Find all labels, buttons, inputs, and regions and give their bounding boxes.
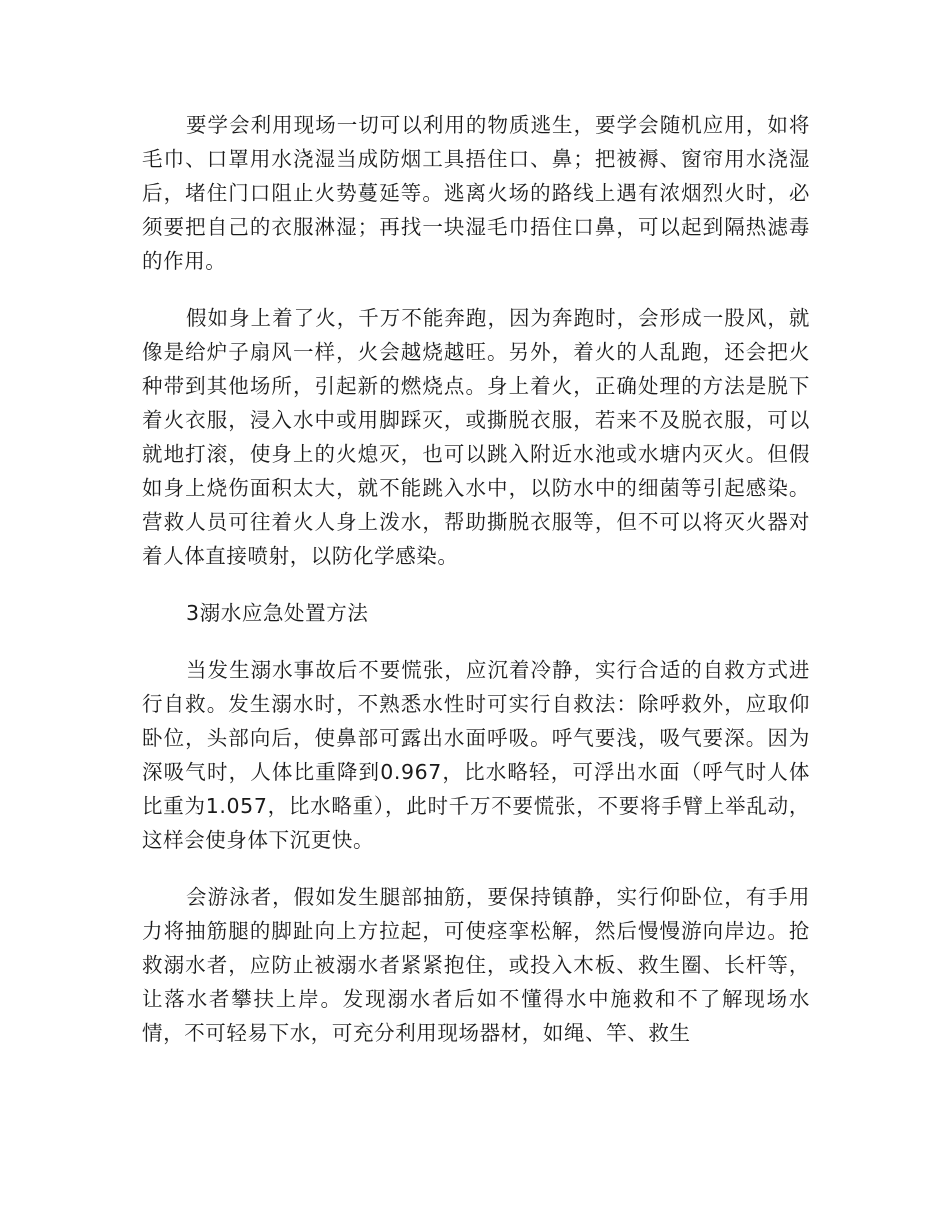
paragraph-drowning-self-rescue: 当发生溺水事故后不要慌张，应沉着冷静，实行合适的自救方式进行自救。发生溺水时，不熟悉水性时可实行自救法：除呼救外，应取仰卧位，头部向后，使鼻部可露出水面呼吸。呼气要浅，吸气要深。因为深吸气时，人体比重降到0.967，比水略轻，可浮出水面（呼气时人体比重为1.057，比水略重），此时千万不要慌张，不要将手臂上举乱动，这样会使身体下沉更快。	[142, 658, 810, 852]
paragraph-swimmer-cramp-rescue: 会游泳者，假如发生腿部抽筋，要保持镇静，实行仰卧位，有手用力将抽筋腿的脚趾向上方拉起，可使痉挛松解，然后慢慢游向岸边。抢救溺水者，应防止被溺水者紧紧抱住，或投入木板、救生圈、长杆等，让落水者攀扶上岸。发现溺水者后如不懂得水中施救和不了解现场水情，不可轻易下水，可充分利用现场器材，如绳、竿、救生	[142, 885, 810, 1045]
document-body	[142, 108, 810, 1073]
paragraph-clothes-on-fire: 假如身上着了火，千万不能奔跑，因为奔跑时，会形成一股风，就像是给炉子扇风一样，火会越烧越旺。另外，着火的人乱跑，还会把火种带到其他场所，引起新的燃烧点。身上着火，正确处理的方法是脱下着火衣服，浸入水中或用脚踩灭，或撕脱衣服，若来不及脱衣服，可以就地打滚，使身上的火熄灭，也可以跳入附近水池或水塘内灭火。但假如身上烧伤面积太大，就不能跳入水中，以防水中的细菌等引起感染。营救人员可往着火人身上泼水，帮助撕脱衣服等，但不可以将灭火器对着人体直接喷射，以防化学感染。	[142, 306, 810, 568]
paragraph-escape-materials: 要学会利用现场一切可以利用的物质逃生，要学会随机应用，如将毛巾、口罩用水浇湿当成防烟工具捂住口、鼻；把被褥、窗帘用水浇湿后，堵住门口阻止火势蔓延等。逃离火场的路线上遇有浓烟烈火时，必须要把自己的衣服淋湿；再找一块湿毛巾捂住口鼻，可以起到隔热滤毒的作用。	[142, 113, 810, 273]
section-heading-drowning: 3溺水应急处置方法	[186, 601, 369, 625]
